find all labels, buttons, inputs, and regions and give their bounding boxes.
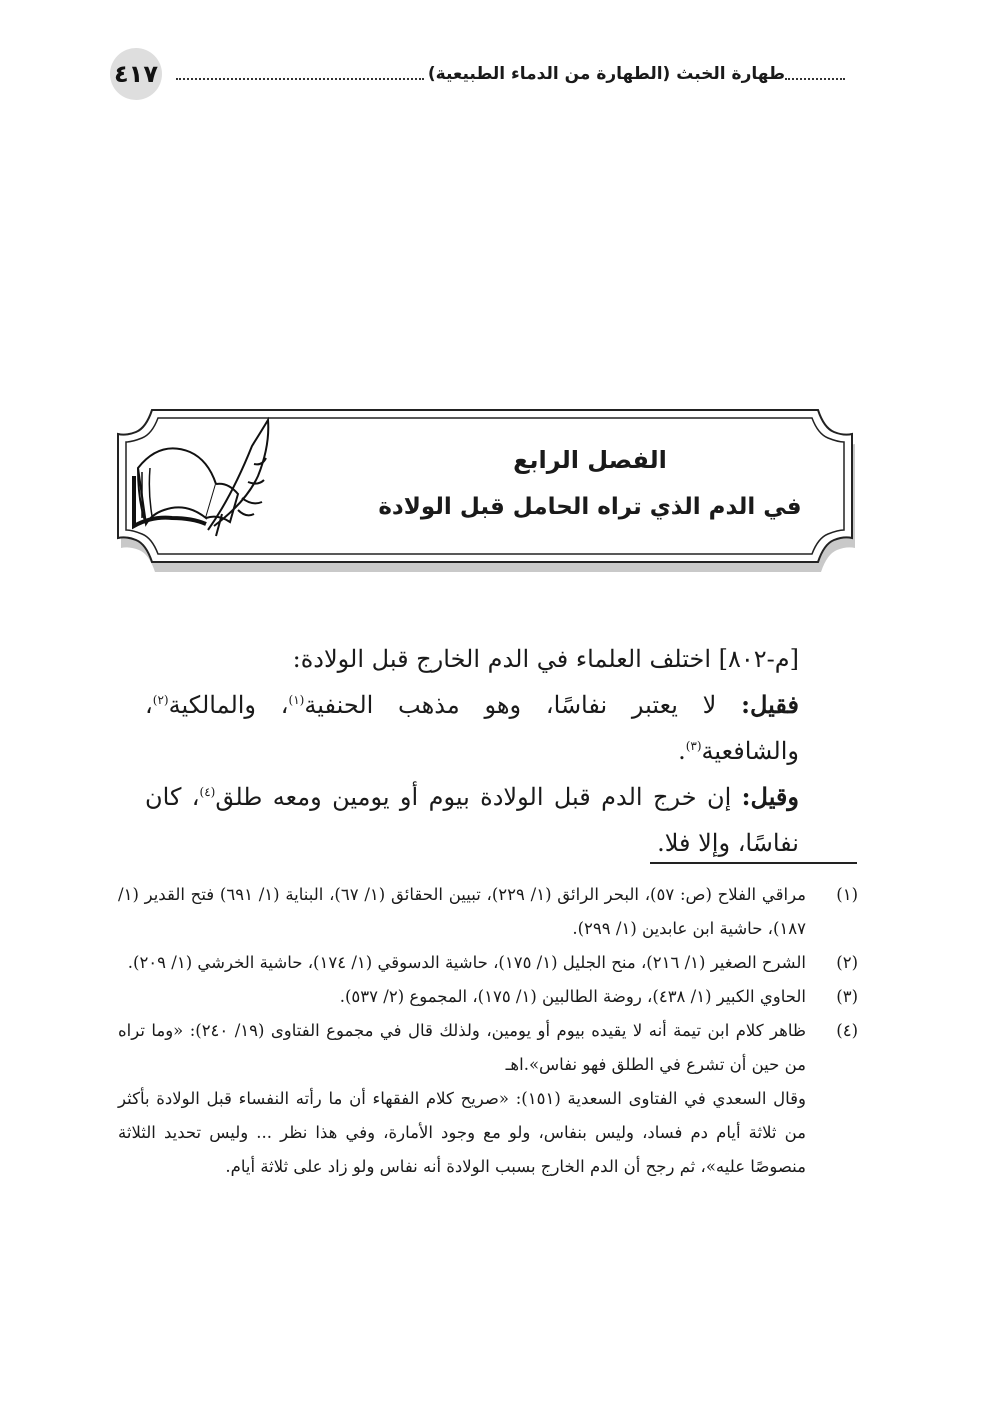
footnote-ref[interactable]: (٤) <box>199 785 216 799</box>
page-number-badge <box>110 48 162 100</box>
footnote-separator <box>650 862 857 864</box>
running-title: طهارة الخبث (الطهارة من الدماء الطبيعية) <box>427 64 785 84</box>
header-dots-right <box>785 78 845 80</box>
footnote-item <box>118 1014 858 1082</box>
opinion-text: . <box>678 737 686 765</box>
paragraph-intro: [م-٨٠٢] اختلف العلماء في الدم الخارج قبل الولادة: <box>292 645 799 673</box>
chapter-subtitle: في الدم الذي تراه الحامل قبل الولادة <box>378 494 802 520</box>
footnote-text: مراقي الفلاح (ص: ٥٧)، البحر الرائق (١/ ٢٢٩)، تبيين الحقائق (١/ ٦٧)، البناية (١/ ٦٩١) فتح القدير (١/ ١٨٧)، حاشية ابن عابدين (١/ ٢٩٩). <box>118 885 807 938</box>
footnotes <box>118 878 858 1184</box>
page-header <box>110 48 845 98</box>
running-header <box>176 62 845 86</box>
footnote-ref[interactable]: (١) <box>288 693 305 707</box>
footnote-item <box>118 946 858 980</box>
main-text <box>145 636 857 866</box>
footnote-ref[interactable]: (٢) <box>152 693 169 707</box>
page-number: ٤١٧ <box>114 60 158 88</box>
footnote-text: الحاوي الكبير (١/ ٤٣٨)، روضة الطالبين (١/ ١٧٥)، المجموع (٢/ ٥٣٧). <box>339 987 806 1006</box>
opinion-text: ، كان نفاسًا، وإلا فلا. <box>145 783 799 857</box>
chapter-heading <box>362 446 818 520</box>
footnote-number: (١) <box>836 885 858 904</box>
footnote-number: (٢) <box>836 953 858 972</box>
paragraph-first-opinion <box>145 682 857 774</box>
opinion-text: ، والمالكية <box>168 691 289 719</box>
footnote-ref[interactable]: (٣) <box>685 739 702 753</box>
opinion-text: ، والشافعية <box>145 691 799 765</box>
footnote-number: (٤) <box>836 1021 858 1040</box>
opinion-lead: وقيل: <box>741 782 799 811</box>
header-dots-left <box>176 78 424 80</box>
footnote-number: (٣) <box>836 987 858 1006</box>
paragraph-second-opinion <box>145 774 857 866</box>
footnote-text: الشرح الصغير (١/ ٢١٦)، منح الجليل (١/ ١٧٥)، حاشية الدسوقي (١/ ١٧٤)، حاشية الخرشي (١/ ٢٠٩). <box>127 953 806 972</box>
opinion-text: إن خرج الدم قبل الولادة بيوم أو يومين ومعه طلق <box>215 783 742 811</box>
chapter-title: الفصل الرابع <box>513 446 667 474</box>
opinion-lead: فقيل: <box>741 690 800 719</box>
footnote-item <box>118 878 858 946</box>
footnote-continuation: وقال السعدي في الفتاوى السعدية (١٥١): «صريح كلام الفقهاء أن ما رأته النفساء قبل الولادة بأكثر من ثلاثة أيام دم فساد، وليس بنفاس، ولو مع وجود الأمارة، وفي هذا نظر ... وليس تحديد الثلاثة منصوصًا عليه»، ثم رجح أن الدم الخارج بسبب الولادة أنه نفاس ولو زاد على ثلاثة أيام. <box>118 1089 807 1176</box>
footnote-text: ظاهر كلام ابن تيمة أنه لا يقيده بيوم أو يومين، ولذلك قال في مجموع الفتاوى (١٩/ ٢٤٠): «وما تراه من حين أن تشرع في الطلق فهو نفاس».اهـ <box>118 1021 806 1074</box>
opinion-text: لا يعتبر نفاسًا، وهو مذهب الحنفية <box>304 691 742 719</box>
footnote-item <box>118 980 858 1014</box>
chapter-heading-frame <box>112 406 858 578</box>
